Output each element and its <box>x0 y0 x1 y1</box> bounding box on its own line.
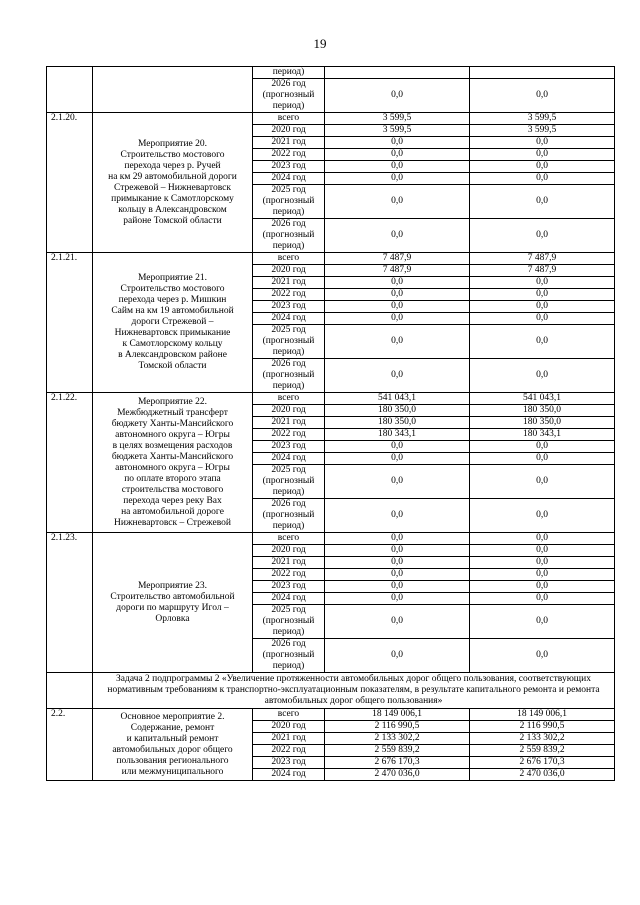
amount-budget-cell: 0,0 <box>470 581 615 593</box>
period-cell: 2022 год <box>253 429 325 441</box>
amount-budget-cell: 18 149 006,1 <box>470 709 615 721</box>
period-cell: 2023 год <box>253 581 325 593</box>
amount-total-cell: 7 487,9 <box>325 265 470 277</box>
period-cell: 2020 год <box>253 545 325 557</box>
measure-name: Мероприятие 20. Строительство мостового перехода через р. Ручей на км 29 автомобильной дороги Стрежевой – Нижневартовск примыкание к Самотлорскому кольцу в Александровском районе Томской области <box>93 113 253 253</box>
period-cell: 2021 год <box>253 417 325 429</box>
amount-budget-cell: 0,0 <box>470 593 615 605</box>
amount-total-cell: 2 116 990,5 <box>325 721 470 733</box>
amount-budget-cell: 7 487,9 <box>470 265 615 277</box>
period-cell: 2021 год <box>253 137 325 149</box>
period-cell: 2022 год <box>253 149 325 161</box>
period-cell: 2020 год <box>253 265 325 277</box>
amount-total-cell: 0,0 <box>325 185 470 219</box>
amount-total-cell: 3 599,5 <box>325 113 470 125</box>
amount-budget-cell: 0,0 <box>470 185 615 219</box>
amount-budget-cell: 0,0 <box>470 499 615 533</box>
period-cell: 2025 год (прогнозный период) <box>253 465 325 499</box>
measure-number: 2.1.20. <box>47 113 93 253</box>
period-cell: всего <box>253 253 325 265</box>
period-cell: 2026 год (прогнозный период) <box>253 79 325 113</box>
measure-number-cell <box>47 67 93 113</box>
amount-total-cell: 541 043,1 <box>325 393 470 405</box>
table-row <box>47 113 615 125</box>
amount-total-cell: 2 470 036,0 <box>325 769 470 781</box>
amount-budget-cell: 0,0 <box>470 605 615 639</box>
amount-total-cell: 0,0 <box>325 313 470 325</box>
amount-total-cell: 180 343,1 <box>325 429 470 441</box>
page-number: 19 <box>313 36 327 51</box>
measure-name-cell <box>93 67 253 113</box>
measure-name: Мероприятие 23. Строительство автомобильной дороги по маршруту Игол – Орловка <box>93 533 253 673</box>
period-cell: 2024 год <box>253 593 325 605</box>
amount-total-cell: 0,0 <box>325 359 470 393</box>
period-cell: 2024 год <box>253 313 325 325</box>
measure-name: Мероприятие 21. Строительство мостового перехода через р. Мишкин Сайм на км 19 автомобильной дороги Стрежевой – Нижневартовск примыкание к Самотлорскому кольцу в Александровском районе Томской области <box>93 253 253 393</box>
period-cell: всего <box>253 393 325 405</box>
amount-total-cell: 2 133 302,2 <box>325 733 470 745</box>
amount-total-cell: 0,0 <box>325 533 470 545</box>
amount-total-cell: 0,0 <box>325 639 470 673</box>
period-cell: 2024 год <box>253 173 325 185</box>
amount-total-cell: 0,0 <box>325 137 470 149</box>
table-row <box>47 393 615 405</box>
amount-total-cell: 0,0 <box>325 79 470 113</box>
amount-budget-cell: 0,0 <box>470 219 615 253</box>
amount-budget-cell: 0,0 <box>470 441 615 453</box>
amount-total-cell: 0,0 <box>325 219 470 253</box>
amount-budget-cell: 3 599,5 <box>470 125 615 137</box>
amount-budget-cell: 0,0 <box>470 137 615 149</box>
budget-table <box>46 66 615 781</box>
period-cell: 2022 год <box>253 289 325 301</box>
amount-budget-cell: 0,0 <box>470 325 615 359</box>
amount-budget-cell: 0,0 <box>470 277 615 289</box>
measure-number: 2.2. <box>47 709 93 781</box>
amount-total-cell: 2 676 170,3 <box>325 757 470 769</box>
period-cell: всего <box>253 709 325 721</box>
amount-budget-cell: 0,0 <box>470 569 615 581</box>
amount-budget-cell: 7 487,9 <box>470 253 615 265</box>
period-cell: 2023 год <box>253 757 325 769</box>
amount-total-cell: 0,0 <box>325 453 470 465</box>
amount-budget-cell: 0,0 <box>470 79 615 113</box>
period-cell: всего <box>253 533 325 545</box>
period-cell: всего <box>253 113 325 125</box>
amount-total-cell: 3 599,5 <box>325 125 470 137</box>
task-empty-cell <box>47 673 93 709</box>
period-cell: 2025 год (прогнозный период) <box>253 605 325 639</box>
amount-total-cell: 0,0 <box>325 441 470 453</box>
period-cell: 2020 год <box>253 405 325 417</box>
measure-name: Мероприятие 22. Межбюджетный трансферт бюджету Ханты-Мансийского автономного округа – Югры в целях возмещения расходов бюджета Ханты-Мансийского автономного округа – Югры по оплате второго этапа строительства мостового перехода через реку Вах на автомобильной дороге Нижневартовск – Стрежевой <box>93 393 253 533</box>
amount-budget-cell: 2 133 302,2 <box>470 733 615 745</box>
amount-budget-cell: 0,0 <box>470 639 615 673</box>
period-cell: 2026 год (прогнозный период) <box>253 219 325 253</box>
amount-total-cell: 7 487,9 <box>325 253 470 265</box>
amount-total-cell <box>325 67 470 79</box>
amount-total-cell: 0,0 <box>325 569 470 581</box>
amount-budget-cell: 0,0 <box>470 359 615 393</box>
period-cell: 2021 год <box>253 557 325 569</box>
period-cell: 2025 год (прогнозный период) <box>253 325 325 359</box>
task-title: Задача 2 подпрограммы 2 «Увеличение протяженности автомобильных дорог общего пользования, соответствующих нормативным требованиям к транспортно-эксплуатационным показателям, в результате капитального ремонта и ремонта автомобильных дорог общего пользования» <box>93 673 615 709</box>
amount-total-cell: 0,0 <box>325 289 470 301</box>
amount-budget-cell: 0,0 <box>470 465 615 499</box>
amount-budget-cell <box>470 67 615 79</box>
period-cell: 2021 год <box>253 277 325 289</box>
amount-budget-cell: 0,0 <box>470 289 615 301</box>
amount-total-cell: 18 149 006,1 <box>325 709 470 721</box>
amount-total-cell: 0,0 <box>325 301 470 313</box>
period-cell: 2026 год (прогнозный период) <box>253 499 325 533</box>
period-cell: 2026 год (прогнозный период) <box>253 359 325 393</box>
period-cell: 2026 год (прогнозный период) <box>253 639 325 673</box>
amount-budget-cell: 180 350,0 <box>470 405 615 417</box>
amount-total-cell: 180 350,0 <box>325 417 470 429</box>
amount-total-cell: 180 350,0 <box>325 405 470 417</box>
table-row <box>47 533 615 545</box>
amount-budget-cell: 2 470 036,0 <box>470 769 615 781</box>
amount-budget-cell: 2 676 170,3 <box>470 757 615 769</box>
period-cell: 2024 год <box>253 453 325 465</box>
period-cell: 2023 год <box>253 441 325 453</box>
measure-number: 2.1.22. <box>47 393 93 533</box>
amount-budget-cell: 0,0 <box>470 173 615 185</box>
amount-total-cell: 0,0 <box>325 149 470 161</box>
task-row <box>47 673 615 709</box>
period-cell: 2023 год <box>253 161 325 173</box>
period-cell: 2020 год <box>253 125 325 137</box>
amount-total-cell: 0,0 <box>325 545 470 557</box>
amount-budget-cell: 0,0 <box>470 301 615 313</box>
period-cell: период) <box>253 67 325 79</box>
amount-budget-cell: 0,0 <box>470 149 615 161</box>
amount-budget-cell: 3 599,5 <box>470 113 615 125</box>
amount-budget-cell: 0,0 <box>470 313 615 325</box>
amount-budget-cell: 180 350,0 <box>470 417 615 429</box>
period-cell: 2021 год <box>253 733 325 745</box>
amount-total-cell: 0,0 <box>325 173 470 185</box>
amount-total-cell: 0,0 <box>325 581 470 593</box>
amount-budget-cell: 2 559 839,2 <box>470 745 615 757</box>
amount-total-cell: 0,0 <box>325 499 470 533</box>
measure-number: 2.1.23. <box>47 533 93 673</box>
amount-budget-cell: 0,0 <box>470 545 615 557</box>
amount-budget-cell: 541 043,1 <box>470 393 615 405</box>
amount-total-cell: 2 559 839,2 <box>325 745 470 757</box>
period-cell: 2023 год <box>253 301 325 313</box>
amount-total-cell: 0,0 <box>325 161 470 173</box>
amount-total-cell: 0,0 <box>325 325 470 359</box>
period-cell: 2020 год <box>253 721 325 733</box>
amount-total-cell: 0,0 <box>325 557 470 569</box>
table-row <box>47 67 615 79</box>
measure-number: 2.1.21. <box>47 253 93 393</box>
amount-total-cell: 0,0 <box>325 277 470 289</box>
period-cell: 2022 год <box>253 745 325 757</box>
period-cell: 2024 год <box>253 769 325 781</box>
measure-name: Основное мероприятие 2. Содержание, ремонт и капитальный ремонт автомобильных дорог общего пользования регионального или межмуниципального <box>93 709 253 781</box>
amount-budget-cell: 0,0 <box>470 453 615 465</box>
table-row <box>47 253 615 265</box>
amount-budget-cell: 180 343,1 <box>470 429 615 441</box>
amount-budget-cell: 2 116 990,5 <box>470 721 615 733</box>
amount-total-cell: 0,0 <box>325 465 470 499</box>
period-cell: 2022 год <box>253 569 325 581</box>
amount-budget-cell: 0,0 <box>470 161 615 173</box>
amount-total-cell: 0,0 <box>325 593 470 605</box>
amount-budget-cell: 0,0 <box>470 557 615 569</box>
amount-budget-cell: 0,0 <box>470 533 615 545</box>
amount-total-cell: 0,0 <box>325 605 470 639</box>
period-cell: 2025 год (прогнозный период) <box>253 185 325 219</box>
table-row <box>47 709 615 721</box>
